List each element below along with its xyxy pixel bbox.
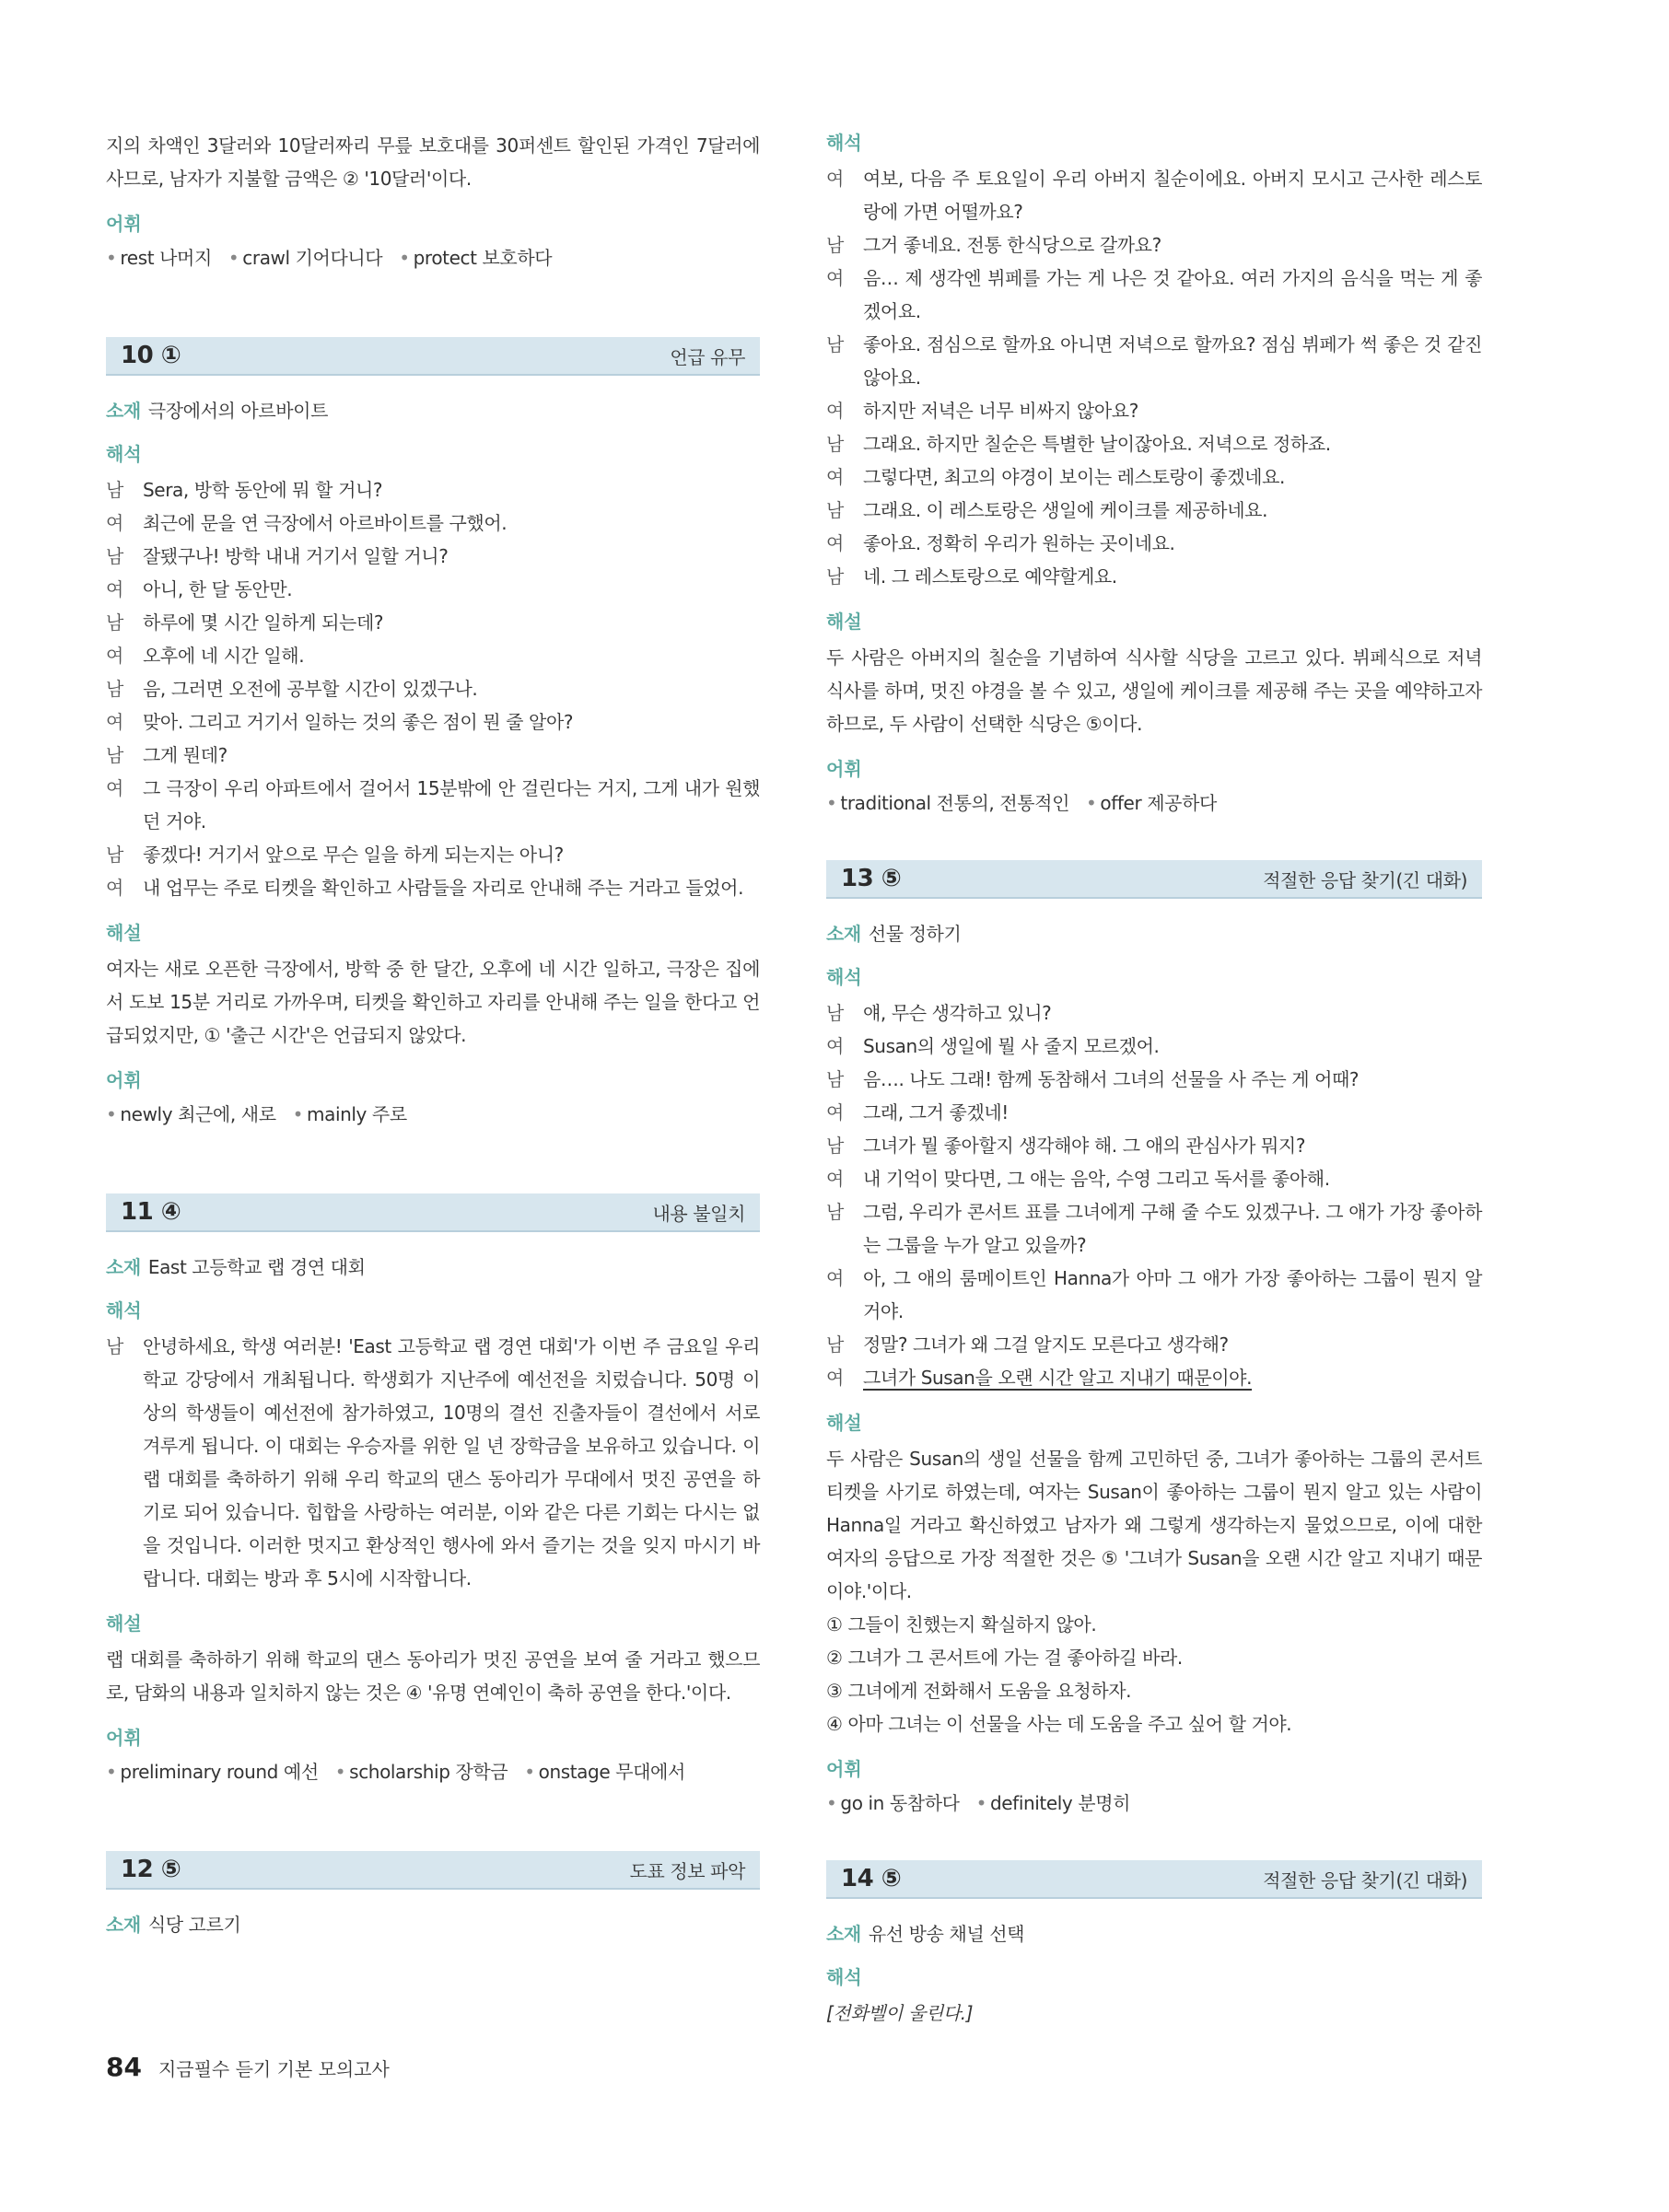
dialogue-text: 좋아요. 점심으로 할까요 아니면 저녁으로 할까요? 점심 뷔페가 썩 좋은 것 같진 않아요. [863, 333, 1482, 389]
speaker-label: 남 [106, 479, 123, 501]
dialogue-text: 음… 제 생각엔 뷔페를 가는 게 나은 것 같아요. 여러 가지의 음식을 먹는 게 좋겠어요. [863, 267, 1482, 322]
script-label: 해석 [826, 966, 862, 988]
dialogue-text: 그래, 그거 좋겠네! [863, 1101, 1009, 1123]
bullet-icon: • [228, 247, 239, 269]
bullet-icon: • [975, 1792, 986, 1814]
dialogue-text: 네. 그 레스토랑으로 예약할게요. [863, 565, 1117, 588]
speaker-label: 여 [826, 466, 844, 488]
speaker-label: 여 [106, 512, 123, 534]
subject-text: 유선 방송 채널 선택 [868, 1923, 1025, 1945]
subject-text: 식당 고르기 [147, 1914, 241, 1936]
bullet-icon: • [524, 1761, 535, 1783]
subject-line [106, 1910, 760, 1939]
speaker-label: 남 [826, 1002, 844, 1024]
speaker-label: 남 [106, 744, 123, 766]
vocab-list [106, 243, 760, 273]
vocab-item: crawl 기어다니다 [242, 247, 383, 269]
vocab-item: scholarship 장학금 [349, 1761, 508, 1783]
dialogue-line [826, 394, 1482, 427]
dialogue-text: 좋겠다! 거기서 앞으로 무슨 일을 하게 되는지는 아니? [143, 844, 564, 866]
dialogue-text: 그럼, 우리가 콘서트 표를 그녀에게 구해 줄 수도 있겠구나. 그 애가 가장 좋아하는 그룹을 누가 알고 있을까? [863, 1201, 1482, 1256]
answer-option: ① 그들이 친했는지 확실하지 않아. [826, 1613, 1097, 1636]
vocab-list [826, 788, 1482, 818]
bullet-icon: • [106, 1103, 117, 1125]
dialogue-line [106, 540, 760, 573]
script-label: 해석 [826, 132, 862, 154]
question-11-header [106, 1193, 760, 1232]
question-number: 13 ⑤ [841, 865, 902, 892]
dialogue [826, 996, 1482, 1394]
vocab-item: newly 최근에, 새로 [120, 1103, 276, 1125]
bullet-icon: • [106, 247, 117, 269]
question-number: 12 ⑤ [121, 1856, 181, 1883]
right-column [826, 129, 1482, 2030]
dialogue-line [826, 1328, 1482, 1361]
vocab-item: mainly 주로 [307, 1103, 407, 1125]
dialogue-text: 아, 그 애의 룸메이트인 Hanna가 아마 그 애가 가장 좋아하는 그룹이 뭔지 알 거야. [863, 1267, 1482, 1322]
explanation-label: 해설 [826, 611, 862, 633]
speaker-label: 여 [826, 400, 844, 422]
dialogue-text: 내 업무는 주로 티켓을 확인하고 사람들을 자리로 안내해 주는 거라고 들었어. [143, 877, 744, 899]
vocab-label: 어휘 [106, 1727, 142, 1749]
speaker-label: 여 [826, 267, 844, 289]
dialogue-line [106, 506, 760, 540]
dialogue-line [826, 1063, 1482, 1096]
intro-text: 지의 차액인 3달러와 10달러짜리 무릎 보호대를 30퍼센트 할인된 가격인 7달러에 사므로, 남자가 지불할 금액은 ② '10달러'이다. [106, 134, 760, 190]
vocab-item: rest 나머지 [120, 247, 212, 269]
subject-label: 소재 [106, 1914, 141, 1936]
dialogue-line [106, 772, 760, 838]
speaker-label: 남 [106, 611, 123, 634]
dialogue-line [826, 527, 1482, 560]
dialogue [106, 473, 760, 904]
dialogue-text: 잘됐구나! 방학 내내 거기서 일할 거니? [143, 545, 449, 567]
page-number: 84 [106, 2052, 142, 2082]
page-footer [106, 2052, 390, 2082]
dialogue-text: 맞아. 그리고 거기서 일하는 것의 좋은 점이 뭔 줄 알아? [143, 711, 574, 733]
book-title: 지금필수 듣기 기본 모의고사 [158, 2058, 390, 2080]
dialogue [826, 162, 1482, 593]
dialogue-line [106, 473, 760, 506]
subject-line [826, 919, 1482, 949]
vocab-item: traditional 전통의, 전통적인 [840, 792, 1070, 814]
dialogue-text: 그렇다면, 최고의 야경이 보이는 레스토랑이 좋겠네요. [863, 466, 1285, 488]
dialogue-line [106, 739, 760, 772]
subject-label: 소재 [106, 1256, 141, 1278]
dialogue-text: 그녀가 Susan을 오랜 시간 알고 지내기 때문이야. [863, 1367, 1253, 1389]
dialogue-text: 내 기억이 맞다면, 그 애는 음악, 수영 그리고 독서를 좋아해. [863, 1168, 1330, 1190]
dialogue-line [826, 262, 1482, 328]
dialogue-line [106, 573, 760, 606]
answer-options [826, 1608, 1482, 1740]
question-number: 10 ① [121, 342, 181, 369]
speaker-label: 여 [106, 777, 123, 799]
speaker-label: 남 [826, 565, 844, 588]
dialogue-line [106, 871, 760, 904]
answer-option: ④ 아마 그녀는 이 선물을 사는 데 도움을 주고 싶어 할 거야. [826, 1713, 1292, 1735]
subject-label: 소재 [826, 1923, 861, 1945]
speaker-label: 남 [826, 234, 844, 256]
subject-line [106, 1252, 760, 1282]
dialogue-line [826, 560, 1482, 593]
question-type: 적절한 응답 찾기(긴 대화) [1263, 868, 1467, 891]
vocab-label: 어휘 [826, 1758, 862, 1780]
speaker-label: 여 [826, 1168, 844, 1190]
dialogue-text: 그 극장이 우리 아파트에서 걸어서 15분밖에 안 걸린다는 거지, 그게 내가 원했던 거야. [143, 777, 760, 832]
answer-option: ② 그녀가 그 콘서트에 가는 걸 좋아하길 바라. [826, 1647, 1183, 1669]
dialogue-line [826, 1361, 1482, 1394]
vocab-item: protect 보호하다 [413, 247, 553, 269]
bullet-icon: • [826, 792, 837, 814]
dialogue-text: 여보, 다음 주 토요일이 우리 아버지 칠순이에요. 아버지 모시고 근사한 레스토랑에 가면 어떨까요? [863, 168, 1482, 223]
dialogue-line [826, 494, 1482, 527]
dialogue-line [826, 328, 1482, 394]
dialogue-line [106, 1330, 760, 1595]
explanation-text: 두 사람은 Susan의 생일 선물을 함께 고민하던 중, 그녀가 좋아하는 그룹의 콘서트 티켓을 사기로 하였는데, 여자는 Susan이 좋아하는 그룹이 뭔지 알고 있는 사람이 Hanna일 거라고 확신하였고 남자가 왜 그렇게 생각하는지 물었으므로, 이에 대한 여자의 응답으로 가장 적절한 것은 ⑤ '그녀가 Susan을 오랜 시간 알고 지내기 때문이야.'이다. [826, 1448, 1482, 1602]
dialogue-text: 안녕하세요, 학생 여러분! 'East 고등학교 랩 경연 대회'가 이번 주 금요일 우리 학교 강당에서 개최됩니다. 학생회가 지난주에 예선전을 치렀습니다. 50명 이상의 학생들이 예선전에 참가하였고, 10명의 결선 진출자들이 결선에서 서로 겨루게 됩니다. 이 대회는 우승자를 위한 일 년 장학금을 보유하고 있습니다. 이 랩 대회를 축하하기 위해 우리 학교의 댄스 동아리가 무대에서 멋진 공연을 하기로 되어 있습니다. 힙합을 사랑하는 여러분, 이와 같은 다른 기회는 다시는 없을 것입니다. 이러한 멋지고 환상적인 행사에 와서 즐기는 것을 잊지 마시기 바랍니다. 대회는 방과 후 5시에 시작합니다. [143, 1335, 760, 1589]
explanation-label: 해설 [826, 1412, 862, 1434]
explanation-label: 해설 [106, 922, 142, 944]
speaker-label: 남 [826, 1135, 844, 1157]
dialogue-line [106, 838, 760, 871]
dialogue-line [826, 1262, 1482, 1328]
subject-label: 소재 [106, 400, 141, 422]
bullet-icon: • [334, 1761, 346, 1783]
vocab-list [106, 1100, 760, 1129]
dialogue-line [106, 639, 760, 672]
question-14-header [826, 1860, 1482, 1899]
question-12-header [106, 1851, 760, 1890]
dialogue-line [826, 162, 1482, 228]
script-label: 해석 [106, 443, 142, 465]
explanation-text: 여자는 새로 오픈한 극장에서, 방학 중 한 달간, 오후에 네 시간 일하고, 극장은 집에서 도보 15분 거리로 가까우며, 티켓을 확인하고 자리를 안내해 주는 일을 한다고 언급되었지만, ① '출근 시간'은 언급되지 않았다. [106, 958, 760, 1046]
speaker-label: 남 [826, 333, 844, 355]
dialogue-line [826, 228, 1482, 262]
script-label: 해석 [826, 1966, 862, 1988]
dialogue-line [106, 705, 760, 739]
dialogue-text: 그거 좋네요. 전통 한식당으로 갈까요? [863, 234, 1161, 256]
monologue [106, 1330, 760, 1595]
bullet-icon: • [292, 1103, 304, 1125]
speaker-label: 여 [826, 1101, 844, 1123]
dialogue-text: 음…. 나도 그래! 함께 동참해서 그녀의 선물을 사 주는 게 어때? [863, 1068, 1360, 1090]
speaker-label: 여 [106, 711, 123, 733]
explanation-text: 두 사람은 아버지의 칠순을 기념하여 식사할 식당을 고르고 있다. 뷔페식으로 저녁 식사를 하며, 멋진 야경을 볼 수 있고, 생일에 케이크를 제공해 주는 곳을 예약하고자 하므로, 두 사람이 선택한 식당은 ⑤이다. [826, 646, 1482, 735]
dialogue-text: 최근에 문을 연 극장에서 아르바이트를 구했어. [143, 512, 508, 534]
subject-text: 극장에서의 아르바이트 [147, 400, 329, 422]
dialogue-text: 좋아요. 정확히 우리가 원하는 곳이네요. [863, 532, 1175, 554]
question-type: 내용 불일치 [652, 1202, 745, 1225]
vocab-item: go in 동참하다 [840, 1792, 960, 1814]
dialogue-text: 오후에 네 시간 일해. [143, 645, 305, 667]
subject-line [106, 396, 760, 425]
dialogue-text: 음, 그러면 오전에 공부할 시간이 있겠구나. [143, 678, 478, 700]
subject-text: 선물 정하기 [868, 923, 962, 945]
subject-label: 소재 [826, 923, 861, 945]
question-13-header [826, 860, 1482, 899]
bullet-icon: • [399, 247, 410, 269]
vocab-item: offer 제공하다 [1100, 792, 1217, 814]
dialogue-line [826, 996, 1482, 1030]
question-type: 적절한 응답 찾기(긴 대화) [1263, 1869, 1467, 1892]
script-label: 해석 [106, 1299, 142, 1321]
speaker-label: 여 [826, 1035, 844, 1057]
dialogue-line [826, 1030, 1482, 1063]
speaker-label: 남 [106, 844, 123, 866]
dialogue-text: 그래요. 하지만 칠순은 특별한 날이잖아요. 저녁으로 정하죠. [863, 433, 1331, 455]
dialogue-text: 아니, 한 달 동안만. [143, 578, 293, 600]
subject-text: East 고등학교 랩 경연 대회 [147, 1256, 366, 1278]
speaker-label: 여 [106, 877, 123, 899]
dialogue-text: 그래요. 이 레스토랑은 생일에 케이크를 제공하네요. [863, 499, 1268, 521]
explanation-text: 랩 대회를 축하하기 위해 학교의 댄스 동아리가 멋진 공연을 보여 줄 거라고 했으므로, 담화의 내용과 일치하지 않는 것은 ④ '유명 연예인이 축하 공연을 한다.'이다. [106, 1648, 760, 1704]
vocab-item: definitely 분명히 [989, 1792, 1131, 1814]
vocab-label: 어휘 [106, 1069, 142, 1091]
speaker-label: 여 [106, 645, 123, 667]
dialogue-text: Sera, 방학 동안에 뭐 할 거니? [143, 479, 383, 501]
dialogue-line [106, 672, 760, 705]
dialogue-line [106, 606, 760, 639]
speaker-label: 남 [106, 1335, 123, 1357]
answer-option: ③ 그녀에게 전화해서 도움을 요청하자. [826, 1680, 1132, 1702]
speaker-label: 남 [826, 1201, 844, 1223]
bullet-icon: • [1086, 792, 1097, 814]
vocab-label: 어휘 [826, 758, 862, 780]
dialogue-line [826, 1096, 1482, 1129]
speaker-label: 여 [826, 1267, 844, 1289]
vocab-label: 어휘 [106, 213, 142, 235]
dialogue-line [826, 460, 1482, 494]
question-number: 14 ⑤ [841, 1865, 902, 1892]
dialogue-line [826, 427, 1482, 460]
speaker-label: 남 [826, 1068, 844, 1090]
question-type: 도표 정보 파악 [629, 1859, 745, 1882]
dialogue-text: 그게 뭔데? [143, 744, 228, 766]
dialogue-text: 정말? 그녀가 왜 그걸 알지도 모른다고 생각해? [863, 1333, 1229, 1356]
vocab-item: preliminary round 예선 [120, 1761, 319, 1783]
bullet-icon: • [826, 1792, 837, 1814]
speaker-label: 여 [826, 532, 844, 554]
stage-direction: [전화벨이 울린다.] [826, 2002, 974, 2024]
dialogue-line [826, 1162, 1482, 1195]
question-number: 11 ④ [121, 1198, 181, 1226]
question-type: 언급 유무 [670, 345, 745, 368]
vocab-item: onstage 무대에서 [538, 1761, 685, 1783]
question-10-header [106, 337, 760, 376]
vocab-list [106, 1757, 760, 1787]
explanation-label: 해설 [106, 1612, 142, 1635]
dialogue-text: 그녀가 뭘 좋아할지 생각해야 해. 그 애의 관심사가 뭐지? [863, 1135, 1306, 1157]
vocab-list [826, 1788, 1482, 1818]
dialogue-line [826, 1129, 1482, 1162]
dialogue-text: 얘, 무슨 생각하고 있니? [863, 1002, 1052, 1024]
speaker-label: 남 [826, 499, 844, 521]
dialogue-text: 하지만 저녁은 너무 비싸지 않아요? [863, 400, 1138, 422]
dialogue-text: Susan의 생일에 뭘 사 줄지 모르겠어. [863, 1035, 1160, 1057]
speaker-label: 남 [826, 433, 844, 455]
bullet-icon: • [106, 1761, 117, 1783]
speaker-label: 여 [826, 1367, 844, 1389]
speaker-label: 남 [106, 545, 123, 567]
dialogue-line [826, 1195, 1482, 1262]
speaker-label: 남 [826, 1333, 844, 1356]
speaker-label: 남 [106, 678, 123, 700]
speaker-label: 여 [826, 168, 844, 190]
subject-line [826, 1919, 1482, 1949]
left-column [106, 129, 760, 1939]
dialogue-text: 하루에 몇 시간 일하게 되는데? [143, 611, 384, 634]
speaker-label: 여 [106, 578, 123, 600]
